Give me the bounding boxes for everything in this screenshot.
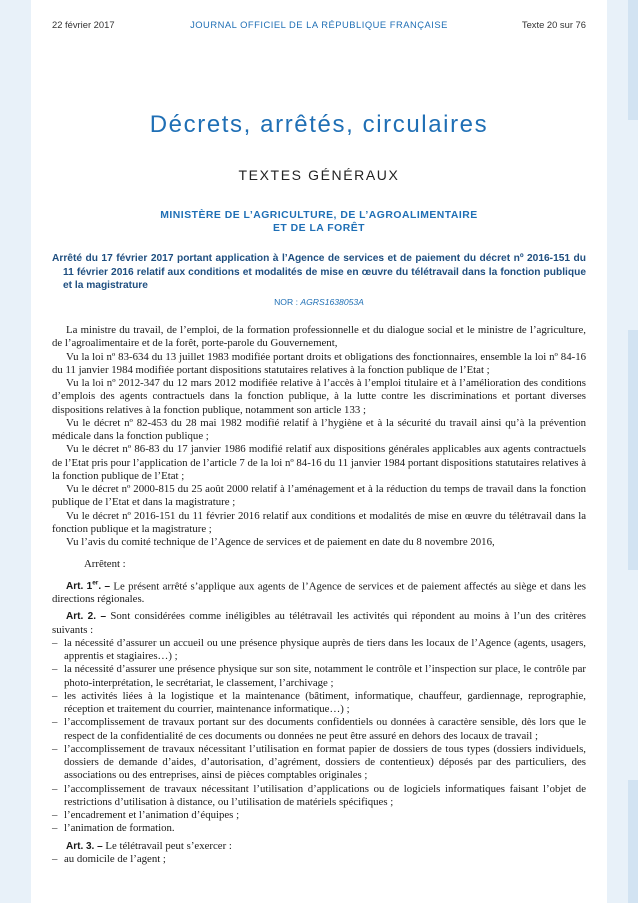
list-item-text: l’accomplissement de travaux nécessitant l’utilisation en format papier de dossiers de tous types (dossiers individuels, dossiers de demande d’aides, d’autorisation, d’agrément, dossiers de contentieux) déposés par des particuliers, des associations ou des entreprises, ainsi de pièces comptables originales ; [64,742,586,782]
header-journal-title: JOURNAL OFFICIEL DE LA RÉPUBLIQUE FRANÇAISE [190,19,448,30]
subsection-title: TEXTES GÉNÉRAUX [238,167,400,183]
dash-bullet: – [52,782,58,795]
right-margin-band [607,0,638,903]
margin-stripe [628,780,638,903]
article-3-text: Le télétravail peut s’exercer : [105,839,232,852]
ministry-heading [52,209,586,235]
preamble-paragraph: Vu la loi nº 83-634 du 13 juillet 1983 modifiée portant droits et obligations des fonctionnaires, ensemble la loi nº 84-16 du 11 janvier 1984 modifiée portant dispositions statutaires relatives à la fonction publique de l’Etat ; [52,350,586,376]
dash-bullet: – [52,636,58,649]
list-item [52,743,586,783]
arrete-title: Arrêté du 17 février 2017 portant application à l’Agence de services et de paiement du décret nº 2016-151 du 11 février 2016 relatif aux conditions et modalités de mise en œuvre du télétravail dans la fonction publique et la magistrature [52,253,586,292]
list-item [52,783,586,810]
margin-stripe [628,330,638,570]
list-item-text: la nécessité d’assurer une présence physique sur son site, notamment le contrôle et l’inspection sur place, le contrôle par photo-interprétation, le secrétariat, le classement, l’archivage ; [64,663,586,689]
dash-bullet: – [52,716,58,729]
nor-reference [52,297,586,307]
preamble-paragraph: Vu le décret nº 2000-815 du 25 août 2000 relatif à l’aménagement et à la réduction du temps de travail dans la fonction publique de l’Etat et dans la magistrature ; [52,483,586,509]
document-body [52,324,586,866]
preamble-paragraph: Vu le décret nº 2016-151 du 11 février 2016 relatif aux conditions et modalités de mise en œuvre du télétravail dans la fonction publique et la magistrature ; [52,509,586,535]
article-3 [52,840,586,853]
list-item [52,637,586,664]
preamble-paragraph: La ministre du travail, de l’emploi, de la formation professionnelle et du dialogue social et le ministre de l’agriculture, de l’agroalimentaire et de la forêt, porte-parole du Gouvernement, [52,324,586,350]
preamble-paragraph: Vu le décret nº 86-83 du 17 janvier 1986 modifié relatif aux dispositions générales applicables aux agents contractuels de l’Etat pris pour l’application de l’article 7 de la loi nº 84-16 du 11 janvier 1984 portant dispositions statutaires relatives à la fonction publique de l’Etat ; [52,443,586,482]
list-item-text: l’accomplissement de travaux nécessitant l’utilisation d’applications ou de logiciels informatiques faisant l’objet de restrictions d’utilisation à distance, ou l’utilisation de matériels spécifiques ; [64,782,586,808]
header-text-number: Texte 20 sur 76 [521,19,586,30]
article-2-text: Sont considérées comme inéligibles au télétravail les activités qui répondent au moins à l’un des critères suivants : [52,610,586,636]
section-title: Décrets, arrêtés, circulaires [149,111,489,138]
article-3-label: Art. 3. – [66,840,103,852]
article-1-label [66,581,110,592]
arretent-line: Arrêtent : [84,558,126,571]
list-item [52,716,586,743]
dash-bullet: – [52,809,58,822]
dash-bullet: – [52,663,58,676]
dash-bullet: – [52,852,58,865]
nor-code: AGRS1638053A [300,297,364,307]
list-item [52,809,586,822]
dash-bullet: – [52,742,58,755]
preamble-paragraph: Vu l’avis du comité technique de l’Agence de services et de paiement en date du 8 novembre 2016, [66,536,495,548]
article-1-text: Le présent arrêté s’applique aux agents de l’Agence de services et de paiement affectés au siège et dans les directions régionales. [52,579,587,606]
list-item-text: la nécessité d’assurer un accueil ou une présence physique auprès de tiers dans les locaux de l’Agence (agents, usagers, apprentis et stagiaires…) ; [64,636,586,663]
header-date: 22 février 2017 [52,19,115,30]
nor-label: NOR : [274,297,298,307]
article-1-label-prefix: Art. 1 [66,580,93,592]
article-3-list [52,853,586,866]
article-2-label: Art. 2. – [66,611,107,623]
list-item-text: l’encadrement et l’animation d’équipes ; [64,809,240,822]
list-item [52,853,586,866]
margin-stripe [628,0,638,120]
list-item-text: l’accomplissement de travaux portant sur des documents confidentiels ou données à caractère sensible, dès lors que le respect de la confidentialité de ces documents ou données ne peut être assuré en dehors des locaux de travail ; [64,716,586,742]
ministry-line-1: MINISTÈRE DE L’AGRICULTURE, DE L’AGROALIMENTAIRE [160,210,478,221]
list-item [52,690,586,717]
ministry-line-2: ET DE LA FORÊT [272,223,366,234]
list-item [52,663,586,690]
preamble-paragraph: Vu la loi nº 2012-347 du 12 mars 2012 modifiée relative à l’accès à l’emploi titulaire et à l’amélioration des conditions d’emplois des agents contractuels dans la fonction publique, à la lutte contre les discriminations et portant diverses dispositions relatives à la fonction publique, notamment son article 133 ; [52,377,586,416]
page-header [52,0,586,44]
article-1 [52,577,586,607]
dash-bullet: – [52,689,58,702]
preamble-paragraph: Vu le décret nº 82-453 du 28 mai 1982 modifié relatif à l’hygiène et à la sécurité du travail ainsi qu’à la prévention médicale dans la fonction publique ; [52,416,586,442]
list-item [52,822,586,835]
article-1-label-sup: er [92,579,99,587]
list-item-text: l’animation de formation. [64,822,175,835]
dash-bullet: – [52,822,58,835]
list-item-text: au domicile de l’agent ; [64,852,166,865]
list-item-text: les activités liées à la logistique et la maintenance (bâtiment, informatique, chauffeur, gardiennage, reprographie, réception et traitement du courrier, maintenance informatique…) ; [64,689,586,716]
article-2 [52,610,586,637]
left-margin-band [0,0,31,903]
article-2-list [52,637,586,836]
article-1-label-suffix: . – [98,580,111,592]
